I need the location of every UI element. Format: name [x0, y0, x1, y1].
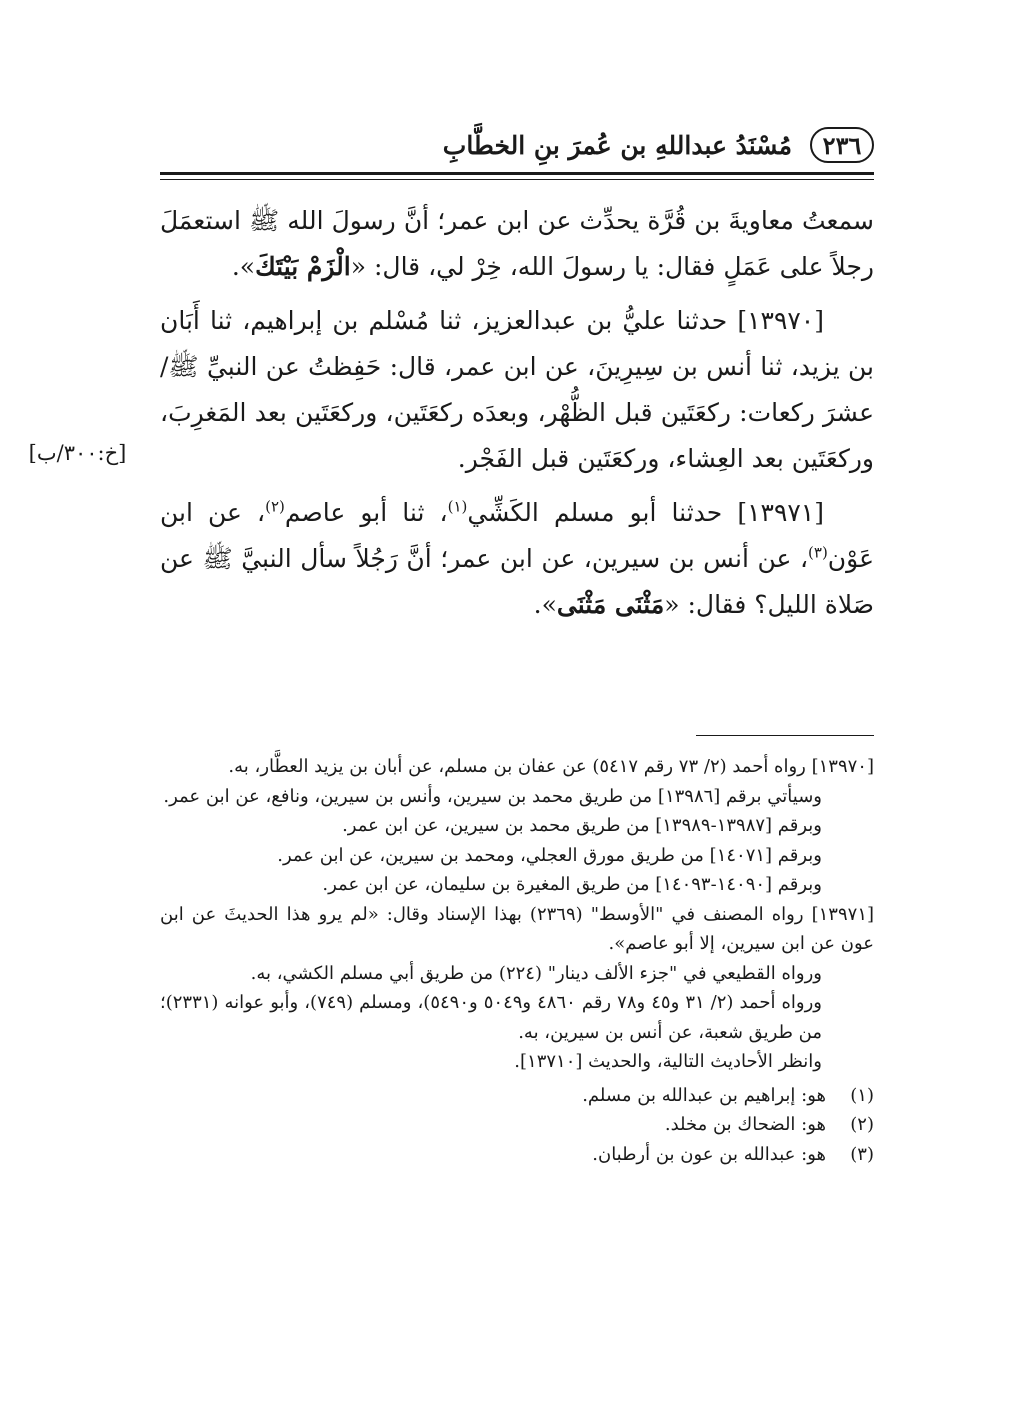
numbered-footnote-3-text: هو: عبدالله بن عون بن أرطبان. — [592, 1143, 826, 1165]
footnote-13971-see-also: وانظر الأحاديث التالية، والحديث [١٣٧١٠]. — [514, 1051, 822, 1072]
footnote-ref-1: (١) — [447, 497, 468, 516]
header-double-rule — [160, 172, 874, 180]
footnote-ref-3: (٣) — [808, 543, 828, 562]
paragraph-1 — [160, 198, 874, 290]
numbered-footnote-2 — [160, 1110, 874, 1140]
hadith-13971 — [160, 490, 874, 628]
page-number-badge: ٢٣٦ — [810, 127, 874, 163]
numbered-footnote-3 — [160, 1140, 874, 1170]
footnote-13970-cross-ref-1: وسيأتي برقم [١٣٩٨٦] من طريق محمد بن سيرين، وأنس بن سيرين، ونافع، عن ابن عمر. — [163, 785, 822, 807]
footnote-separator-line — [696, 735, 874, 736]
footnote-13970-cross-ref-3: وبرقم [١٤٠٧١] من طريق مورق العجلي، ومحمد بن سيرين، عن ابن عمر. — [277, 844, 822, 866]
numbered-footnote-1-text: هو: إبراهيم بن عبدالله بن مسلم. — [582, 1084, 826, 1106]
numbered-footnote-3-num: (٣) — [850, 1143, 874, 1165]
footnote-13970-cross-ref-2: وبرقم [١٣٩٨٧-١٣٩٨٩] من طريق محمد بن سيرين، عن ابن عمر. — [342, 815, 822, 836]
footnote-13971-source-2: ورواه أحمد (٢/ ٣١ و٤٥ و٧٨ رقم ٤٨٦٠ و٥٠٤٩ و٥٤٩٠)، ومسلم (٧٤٩)، وأبو عوانه (٢٣٣١)؛ من طريق شعبة، عن أنس بن سيرين، به. — [160, 992, 822, 1043]
running-title: مُسْنَدُ عبداللهِ بن عُمرَ بنِ الخطَّابِ — [442, 130, 792, 160]
numbered-footnote-1 — [160, 1081, 874, 1111]
footnote-ref-2: (٢) — [265, 497, 285, 516]
page-header — [160, 118, 874, 172]
footnote-13970: [١٣٩٧٠] رواه أحمد (٢/ ٧٣ رقم ٥٤١٧) عن عفان بن مسلم، عن أبان بن يزيد العطَّار، به. — [228, 756, 874, 777]
paragraph-1-quote: الْزَمْ بَيْتَكَ — [255, 252, 351, 281]
hadith-13971-part-b: ، ثنا أبو عاصم — [284, 498, 448, 527]
hadith-13971-part-c: ، عن ابن عَوْن — [160, 498, 874, 573]
footnote-13971-source-1: ورواه القطيعي في "جزء الألف دينار" (٢٢٤) من طريق أبي مسلم الكشي، به. — [250, 962, 822, 984]
hadith-13971-quote: مَثْنَى مَثْنَى — [556, 590, 665, 619]
numbered-footnote-1-num: (١) — [850, 1084, 874, 1106]
footnote-13971: [١٣٩٧١] رواه المصنف في "الأوسط" (٢٣٦٩) بهذا الإسناد وقال: «لم يرو هذا الحديثَ عن ابن عون عن ابن سيرين، إلا أبو عاصم». — [160, 903, 875, 954]
paragraph-1-text: سمعتُ معاويةَ بن قُرَّة يحدِّث عن ابن عمر؛ أنَّ رسولَ الله ﷺ استعمَلَ رجلاً على عَمَلٍ فقال: يا رسولَ الله، خِرْ لي، قال: « — [160, 206, 874, 281]
paragraph-1-end: ». — [231, 252, 256, 281]
hadith-13971-end: ». — [533, 590, 557, 619]
hadith-13971-part-d: ، عن أنس بن سيرين، عن ابن عمر؛ أنَّ رَجُلاً سأل النبيَّ ﷺ عن صَلاة الليل؟ فقال: « — [160, 544, 874, 619]
hadith-13971-part-a: [١٣٩٧١] حدثنا أبو مسلم الكَشِّي — [467, 498, 824, 527]
footnotes — [160, 752, 874, 1169]
numbered-footnote-2-text: هو: الضحاك بن مخلد. — [664, 1114, 826, 1135]
main-text — [160, 198, 874, 636]
numbered-footnote-2-num: (٢) — [850, 1114, 874, 1135]
hadith-13970: [١٣٩٧٠] حدثنا عليُّ بن عبدالعزيز، ثنا مُسْلم بن إبراهيم، ثنا أَبَان بن يزيد، ثنا أنس بن سِيرِينَ، عن ابن عمر، قال: حَفِظتُ عن النبيِّ ﷺ/ عشرَ ركعات: ركعَتَين قبل الظُّهْر، وبعدَه ركعَتَين، وركعَتَين بعد المَغرِبَ، وركعَتَين بعد العِشاء، وركعَتَين قبل الفَجْر. — [160, 306, 874, 473]
footnote-13970-cross-ref-4: وبرقم [١٤٠٩٠-١٤٠٩٣] من طريق المغيرة بن سليمان، عن ابن عمر. — [322, 874, 822, 895]
manuscript-margin-note: [خ:٣٠٠/ب] — [28, 441, 127, 465]
